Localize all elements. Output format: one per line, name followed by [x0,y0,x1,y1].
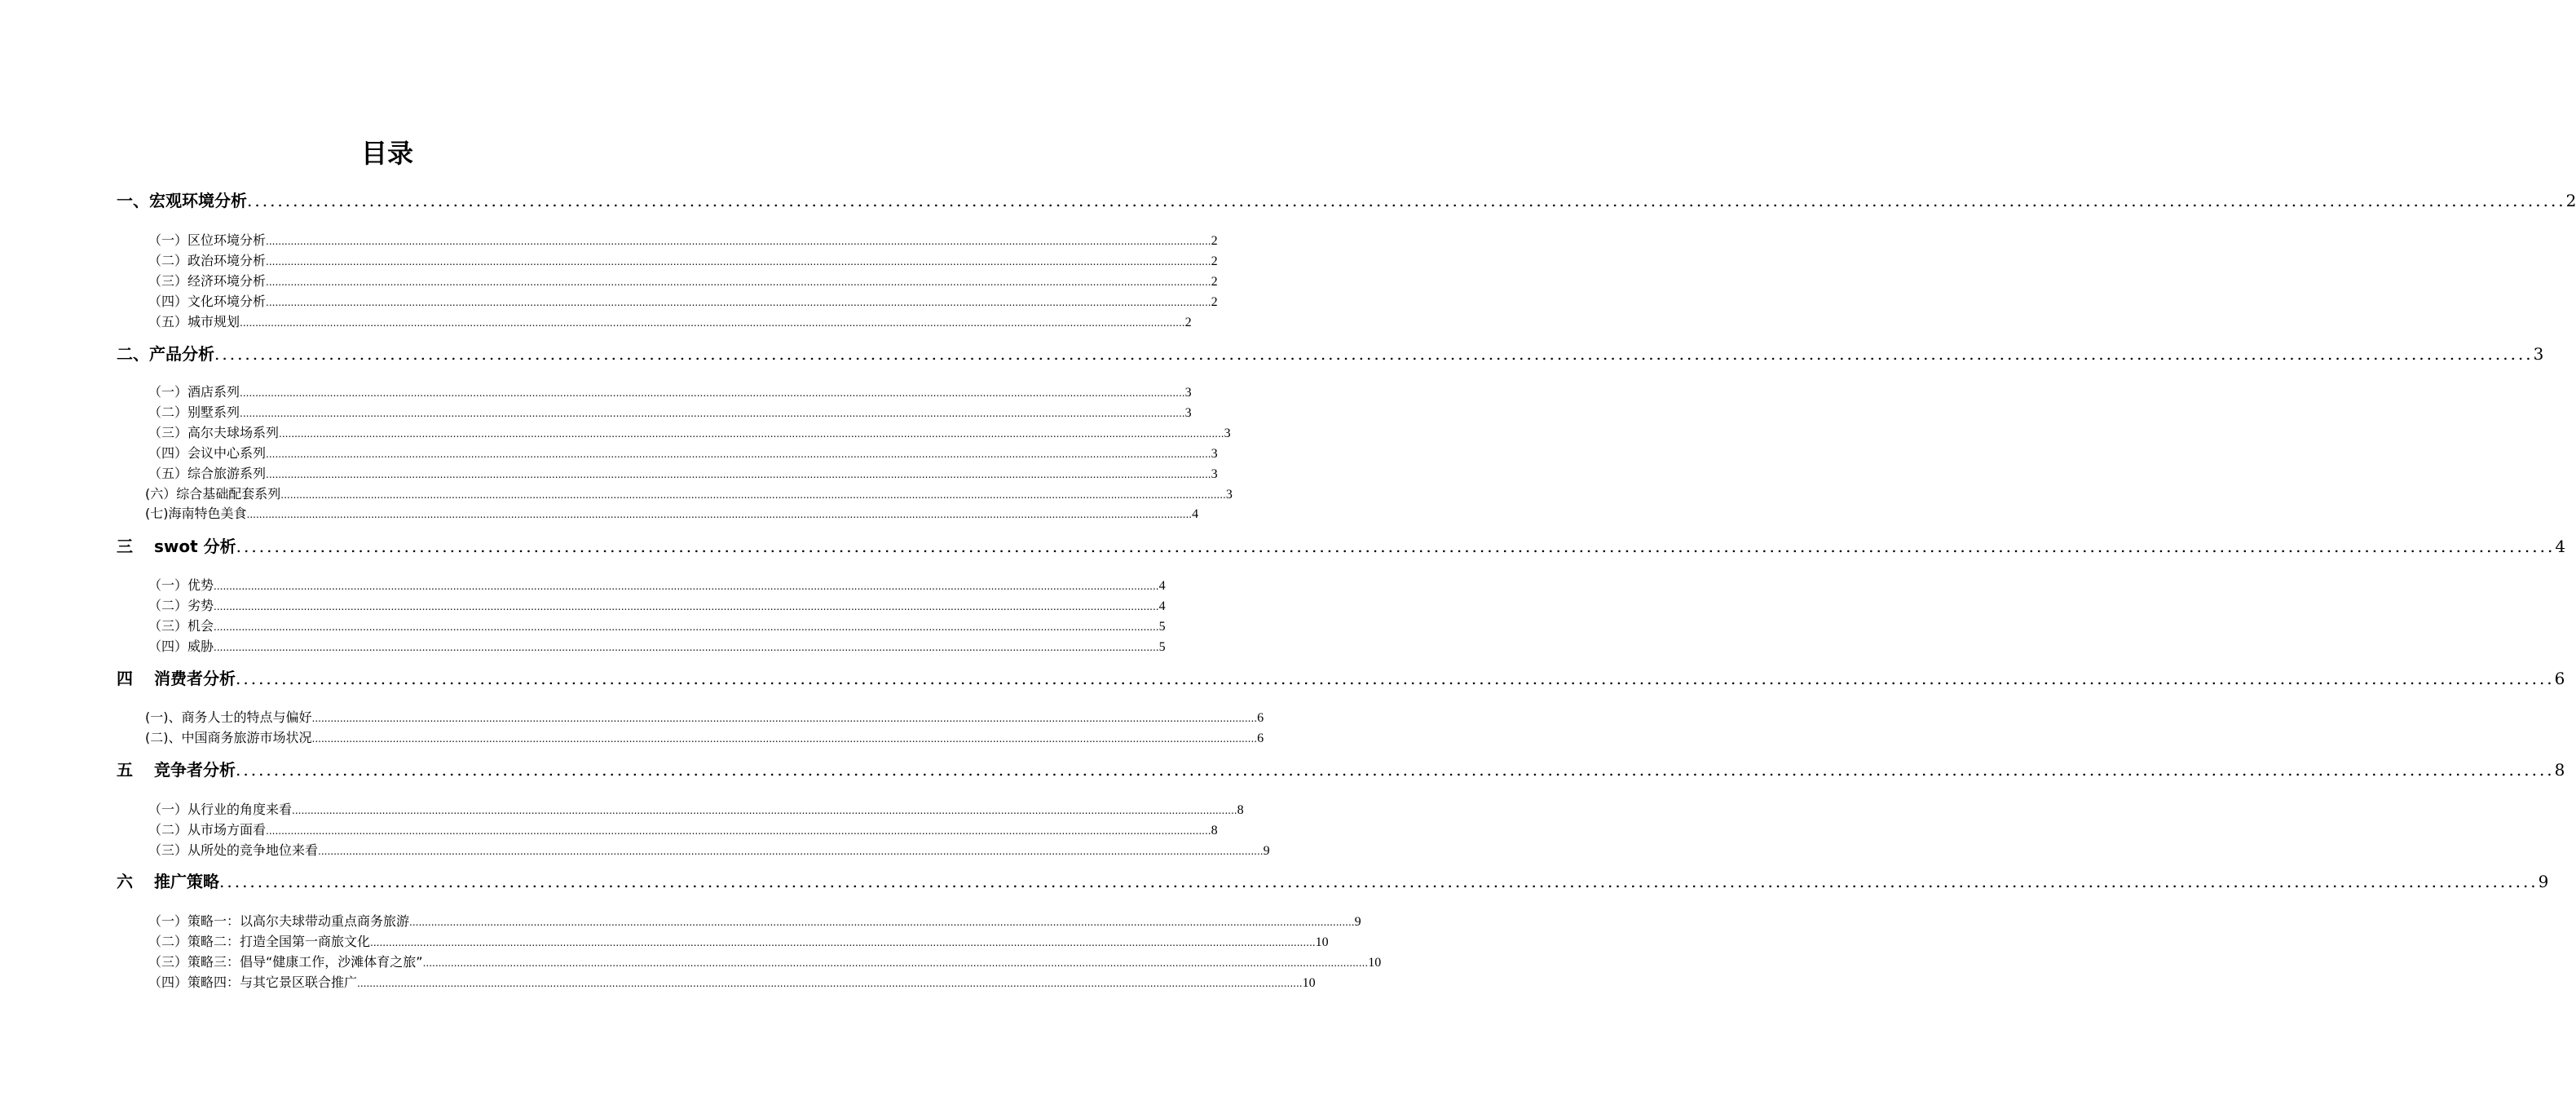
dot-leader: ................................................................................................................................................................................................................................................................................................................ [409,917,1355,928]
toc-subsection-entry[interactable] [148,637,1166,657]
toc-subsection-title: （二）别墅系列 [148,404,240,420]
toc-subsection-title: （二）策略二：打造全国第一商旅文化 [148,934,371,949]
toc-page-number: 9 [2538,872,2549,891]
toc-page-number: 4 [2555,537,2566,556]
toc-subsection-entry[interactable] [148,841,1270,861]
toc-subsection-title: （一）区位环境分析 [148,232,267,248]
toc-section-heading [117,870,219,893]
dot-leader: ................................................................................................................................................................................................................................................................................................................ [266,297,1211,308]
toc-subsection-entry[interactable] [148,952,1382,973]
toc-page-number: 3 [1211,467,1218,481]
toc-section-heading [117,535,236,558]
toc-page-number: 3 [1184,406,1192,420]
toc-subsection-title: （二）劣势 [148,598,214,613]
toc-section-title: 推广策略 [154,872,219,891]
toc-page-number: 3 [1184,386,1192,400]
dot-leader: ................................................................................................................................................................................................................................................................................................................ [318,846,1264,857]
toc-page-number: 2 [2565,191,2576,210]
dot-leader: ................................................................................................................................................................................................................................................................................................................ [236,760,2555,780]
toc-page-number: 2 [1211,234,1218,248]
toc-subsection-entry[interactable] [148,973,1316,993]
toc-page-number: 2 [1211,295,1218,309]
toc-subsection-entry[interactable] [148,596,1166,616]
toc-section-number: 二、 [117,344,149,364]
toc-page-number: 8 [2554,760,2565,780]
toc-section-entry[interactable] [117,535,2566,558]
toc-subsection-title: （四）文化环境分析 [148,294,267,309]
dot-leader: ................................................................................................................................................................................................................................................................................................................ [266,276,1211,288]
toc-page-number: 4 [1158,579,1166,593]
toc-subsection-title: （四）威胁 [148,639,214,654]
toc-subsection-entry[interactable] [148,576,1166,596]
toc-subsection-entry[interactable] [145,504,1199,524]
toc-page-number: 10 [1315,935,1329,949]
toc-section-entry[interactable] [117,667,2565,690]
toc-subsection-entry[interactable] [148,912,1361,932]
toc-subsection-title: （二）从市场方面看 [148,822,267,837]
toc-subsection-title: （三）机会 [148,618,214,634]
toc-section-number: 四 [117,669,133,688]
toc-section-entry[interactable] [117,758,2565,781]
toc-subsection-title: （三）从所处的竞争地位来看 [148,842,319,858]
toc-subsection-title: (六）综合基础配套系列 [145,486,281,502]
dot-leader: ................................................................................................................................................................................................................................................................................................................ [266,469,1211,480]
toc-page-number: 3 [1211,447,1218,461]
dot-leader: ................................................................................................................................................................................................................................................................................................................ [311,733,1258,745]
toc-page-number: 8 [1211,824,1218,837]
toc-page-number: 6 [1257,711,1264,725]
toc-page-number: 10 [1368,956,1382,970]
dot-leader: ................................................................................................................................................................................................................................................................................................................ [240,387,1185,399]
toc-subsection-title: （三）高尔夫球场系列 [148,425,280,440]
toc-section-title: 产品分析 [149,344,214,364]
toc-section-number: 六 [117,872,133,891]
toc-page-number: 3 [1225,488,1233,502]
toc-subsection-title: （五）城市规划 [148,314,240,329]
toc-subsection-entry[interactable] [145,708,1264,728]
toc-section-title: 竞争者分析 [154,760,236,780]
toc-section-heading [117,189,247,212]
toc-page-number: 9 [1354,915,1361,929]
dot-leader: ................................................................................................................................................................................................................................................................................................................ [247,191,2566,210]
dot-leader: ................................................................................................................................................................................................................................................................................................................ [214,344,2534,364]
dot-leader: ................................................................................................................................................................................................................................................................................................................ [422,957,1369,969]
dot-leader: ................................................................................................................................................................................................................................................................................................................ [240,408,1185,419]
toc-subsection-entry[interactable] [148,820,1218,841]
dot-leader: ................................................................................................................................................................................................................................................................................................................ [246,509,1193,520]
toc-page-number: 2 [1211,275,1218,289]
dot-leader: ................................................................................................................................................................................................................................................................................................................ [311,713,1258,724]
toc-page-number: 5 [1158,640,1166,654]
toc-page-number: 2 [1211,254,1218,268]
toc-subsection-entry[interactable] [148,251,1218,272]
dot-leader: ................................................................................................................................................................................................................................................................................................................ [266,825,1211,837]
toc-page-number: 10 [1302,976,1316,990]
toc-page-number: 3 [2533,344,2544,364]
toc-section-title: 消费者分析 [154,669,236,688]
toc-subsection-title: （三）经济环境分析 [148,273,267,289]
toc-section-number: 五 [117,760,133,780]
toc-subsection-entry[interactable] [148,292,1218,312]
toc-subsection-entry[interactable] [148,932,1329,952]
toc-page-number: 6 [1257,731,1264,745]
toc-subsection-title: (一)、商务人士的特点与偏好 [145,709,312,725]
dot-leader: ................................................................................................................................................................................................................................................................................................................ [280,489,1226,501]
toc-subsection-title: （一）优势 [148,577,214,593]
toc-section-heading [117,667,236,690]
toc-subsection-entry[interactable] [148,403,1192,423]
toc-subsection-entry[interactable] [148,312,1192,333]
toc-subsection-entry[interactable] [148,272,1218,292]
toc-title: 目录 [360,138,413,169]
toc-page-number: 8 [1237,803,1244,817]
toc-subsection-title: （五）综合旅游系列 [148,466,267,481]
toc-subsection-title: （一）酒店系列 [148,384,240,400]
toc-section-title: 宏观环境分析 [149,191,247,210]
toc-section-heading [117,758,236,781]
toc-page-number: 3 [1224,426,1231,440]
toc-subsection-title: (二)、中国商务旅游市场状况 [145,730,312,745]
dot-leader: ................................................................................................................................................................................................................................................................................................................ [214,601,1159,612]
toc-page-number: 6 [2554,669,2565,688]
toc-subsection-entry[interactable] [148,616,1166,637]
dot-leader: ................................................................................................................................................................................................................................................................................................................ [292,805,1237,816]
toc-subsection-entry[interactable] [148,423,1231,444]
toc-subsection-entry[interactable] [145,484,1233,505]
dot-leader: ................................................................................................................................................................................................................................................................................................................ [236,669,2555,688]
toc-section-entry[interactable] [117,870,2549,893]
dot-leader: ................................................................................................................................................................................................................................................................................................................ [214,642,1159,653]
dot-leader: ................................................................................................................................................................................................................................................................................................................ [266,449,1211,460]
dot-leader: ................................................................................................................................................................................................................................................................................................................ [266,256,1211,267]
toc-subsection-entry[interactable] [148,444,1218,464]
toc-page-number: 5 [1158,620,1166,634]
toc-subsection-entry[interactable] [145,728,1264,749]
dot-leader: ................................................................................................................................................................................................................................................................................................................ [214,621,1159,633]
toc-subsection-title: （二）政治环境分析 [148,253,267,268]
toc-section-number: 三 [117,537,133,556]
toc-subsection-title: （四）会议中心系列 [148,445,267,461]
toc-subsection-title: （三）策略三：倡导“健康工作，沙滩体育之旅” [148,954,423,970]
toc-page-number: 2 [1184,316,1192,329]
toc-subsection-entry[interactable] [148,464,1218,484]
toc-subsection-entry[interactable] [148,800,1244,820]
toc-subsection-entry[interactable] [148,231,1218,251]
toc-subsection-title: （一）从行业的角度来看 [148,802,293,817]
dot-leader: ................................................................................................................................................................................................................................................................................................................ [236,537,2556,556]
dot-leader: ................................................................................................................................................................................................................................................................................................................ [214,581,1159,592]
toc-page-number: 9 [1263,844,1270,858]
dot-leader: ................................................................................................................................................................................................................................................................................................................ [266,236,1211,247]
toc-page-number: 4 [1192,507,1199,521]
toc-section-heading [117,342,214,365]
toc-subsection-title: （四）策略四：与其它景区联合推广 [148,974,358,990]
toc-section-entry[interactable] [117,342,2544,365]
toc-section-title: swot 分析 [154,537,236,556]
toc-page-number: 4 [1158,599,1166,613]
toc-subsection-title: （一）策略一：以高尔夫球带动重点商务旅游 [148,913,410,929]
toc-subsection-title: (七)海南特色美食 [145,506,247,521]
toc-subsection-entry[interactable] [148,382,1192,403]
toc-section-number: 一、 [117,191,149,210]
toc-section-entry[interactable] [117,189,2576,212]
dot-leader: ................................................................................................................................................................................................................................................................................................................ [357,978,1303,989]
dot-leader: ................................................................................................................................................................................................................................................................................................................ [279,428,1224,440]
dot-leader: ................................................................................................................................................................................................................................................................................................................ [240,317,1185,329]
dot-leader: ................................................................................................................................................................................................................................................................................................................ [370,937,1316,948]
dot-leader: ................................................................................................................................................................................................................................................................................................................ [219,872,2539,891]
